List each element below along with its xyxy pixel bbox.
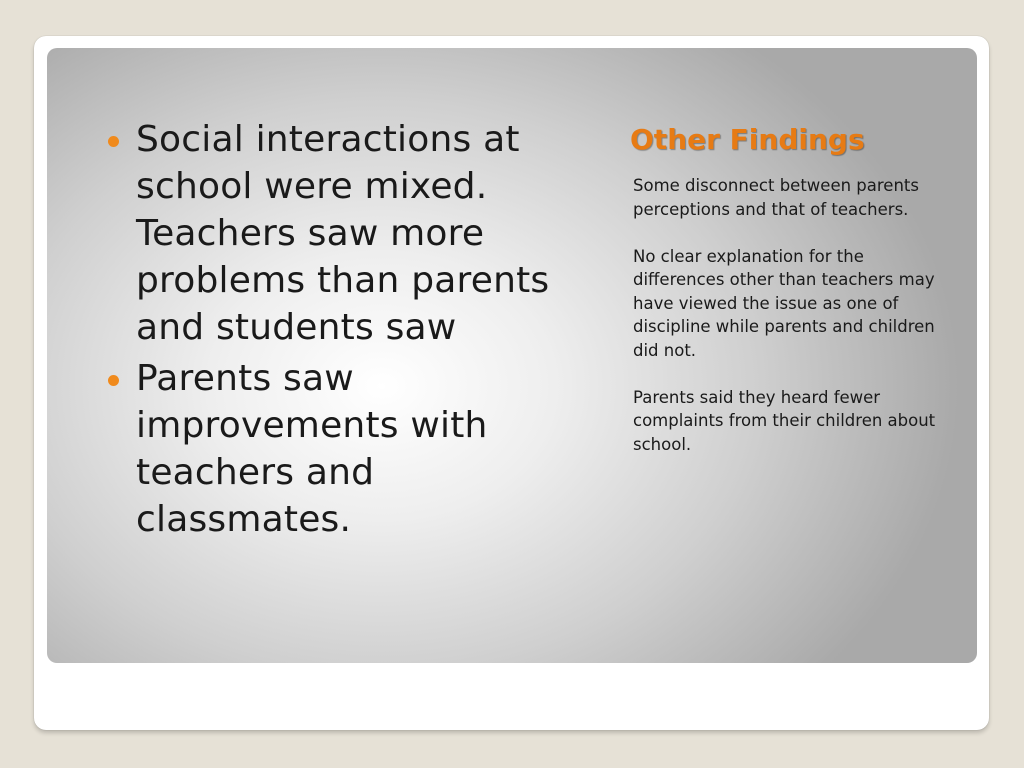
note-paragraph: Parents said they heard fewer complaints from their children about school. [633,387,936,454]
bullet-text: Parents saw improvements with teachers and classmates. [136,358,488,540]
notes-text [633,174,953,480]
bullet-item [106,116,596,351]
bullet-dot-icon [108,375,119,386]
note-paragraph: Some disconnect between parents perceptions and that of teachers. [633,176,919,219]
bullet-text: Social interactions at school were mixed. Teachers saw more problems than parents and students saw [136,119,550,348]
note-paragraph: No clear explanation for the differences other than teachers may have viewed the issue as one of discipline while parents and children did not. [633,246,935,360]
bullet-list [106,116,596,547]
slide-title: Other Findings [630,123,865,156]
bullet-item [106,355,596,543]
bullet-dot-icon [108,136,119,147]
